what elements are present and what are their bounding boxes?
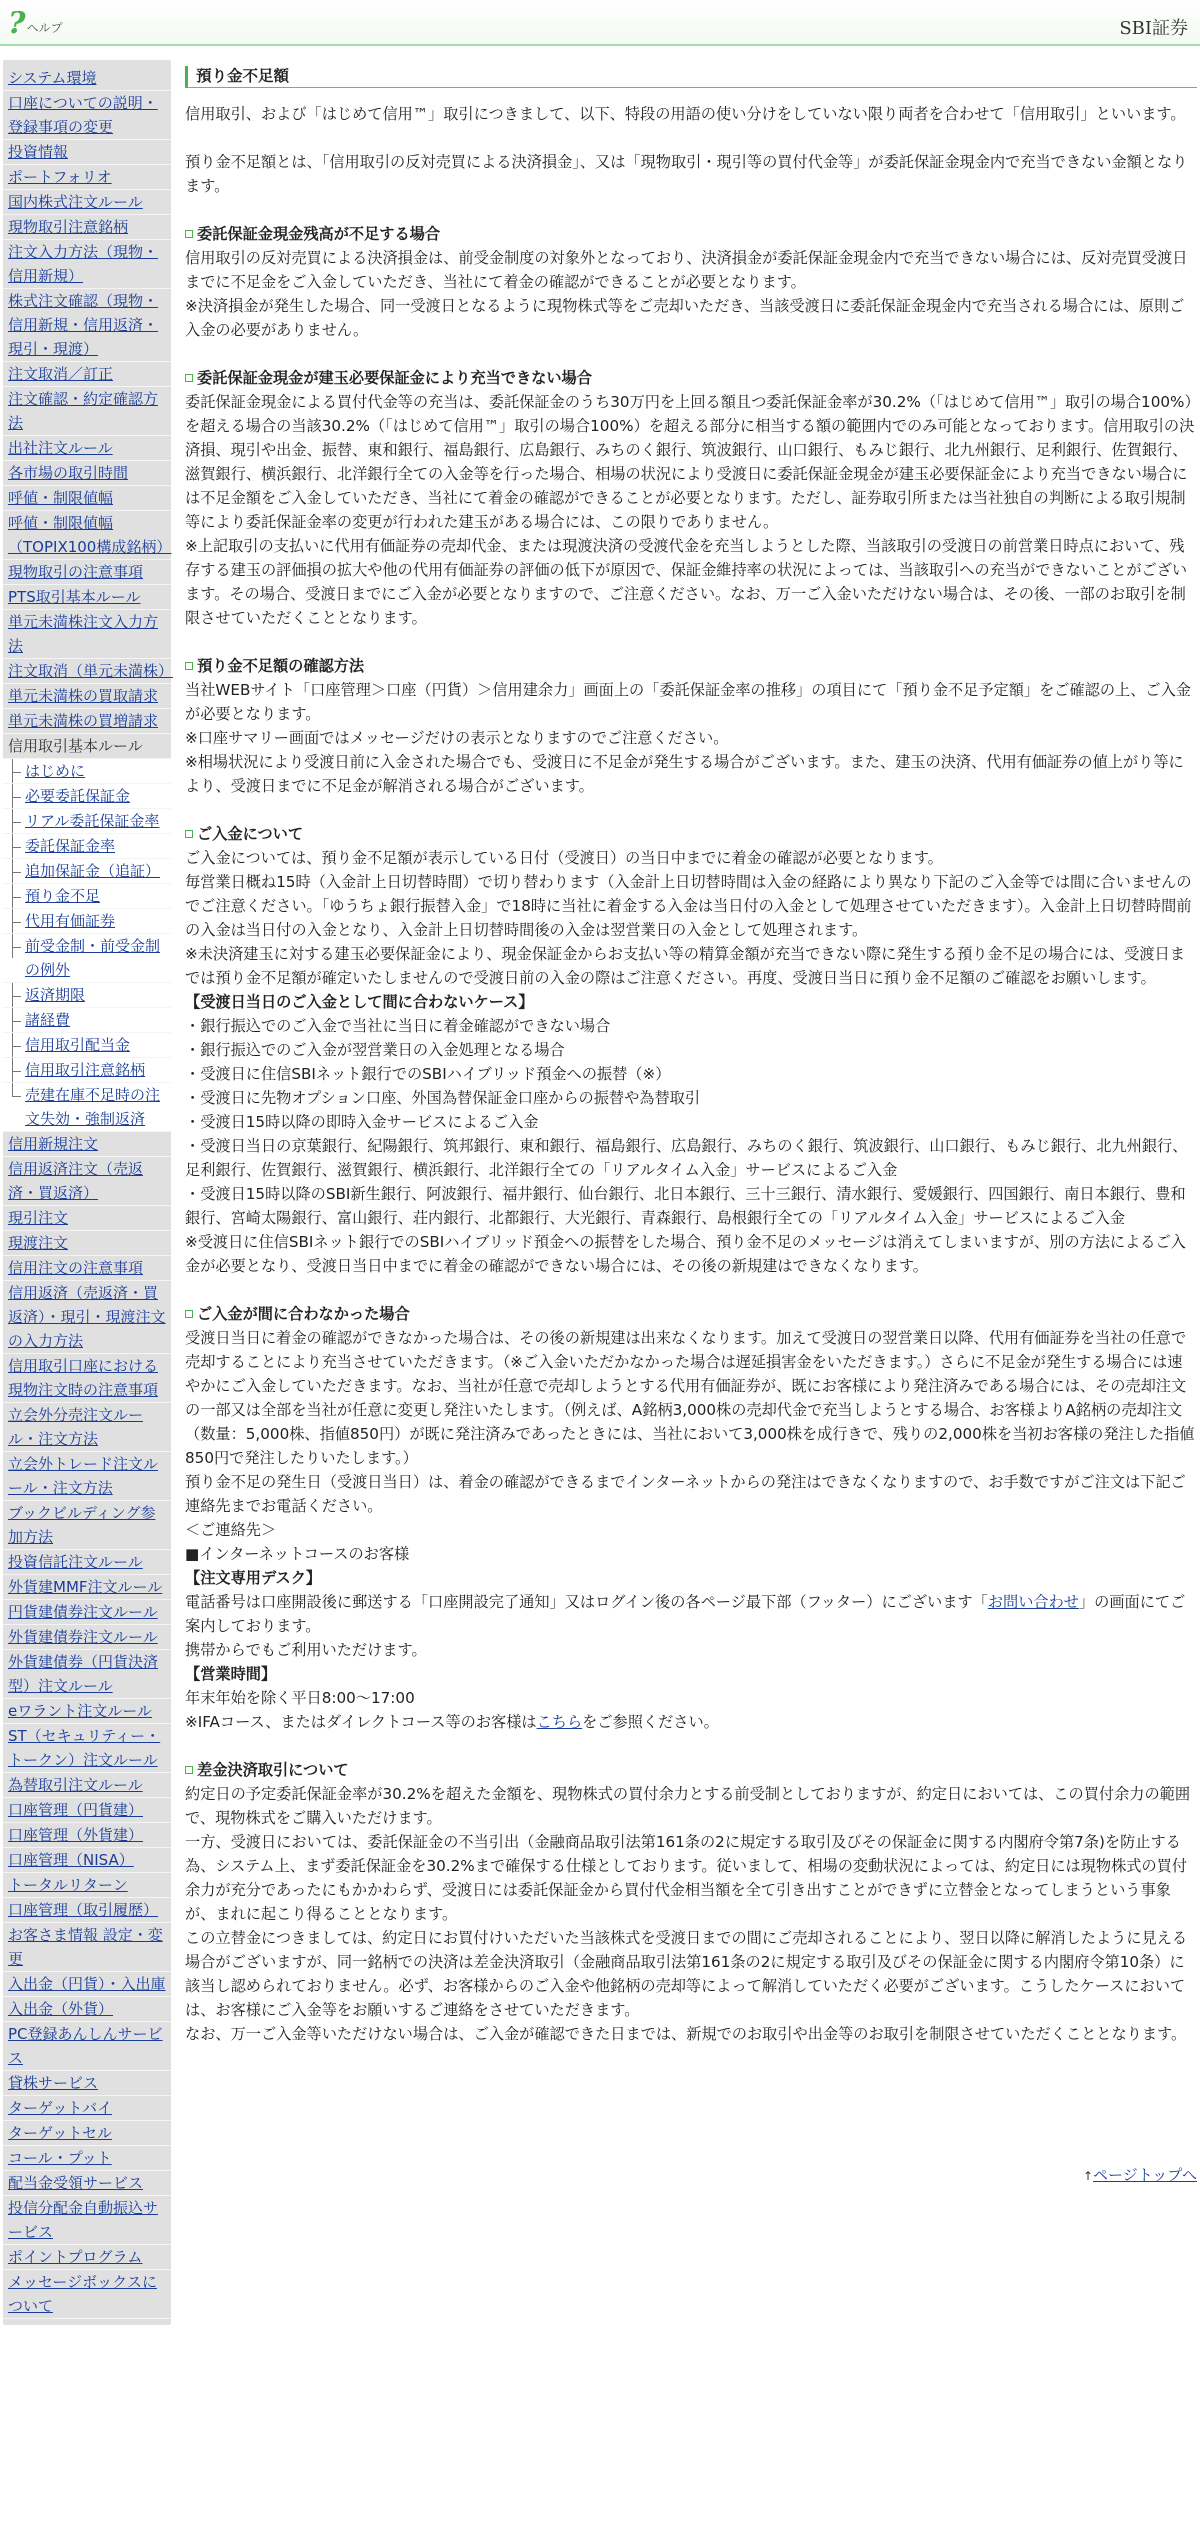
sidebar-item[interactable]: 呼値・制限値幅 (3, 486, 171, 511)
section-check-method (185, 654, 1197, 798)
section-text: ご入金については、預り金不足額が表示している日付（受渡日）の当日中までに着金の確認が必要となります。 (185, 849, 943, 867)
sidebar-item[interactable]: 現物取引の注意事項 (3, 560, 171, 585)
intro-paragraph: 信用取引、および「はじめて信用™」取引につきまして、以下、特段の用語の使い分けをしていない限り両者を合わせて「信用取引」といいます。 (185, 105, 1186, 123)
sidebar-item[interactable]: 貸株サービス (3, 2071, 171, 2096)
section-note: ※受渡日に住信SBIネット銀行でのSBIハイブリッド預金への振替をした場合、預り金不足のメッセージは消えてしまいますが、別の方法によるご入金が必要となり、受渡日当日中までに着金の確認ができない場合には、その後の新規建はできなくなります。 (185, 1233, 1186, 1275)
sidebar-item[interactable]: ブックビルディング参加方法 (3, 1501, 171, 1550)
sidebar-item[interactable]: PTS取引基本ルール (3, 585, 171, 610)
case-item: ・受渡日当日の京葉銀行、紀陽銀行、筑邦銀行、東和銀行、福島銀行、広島銀行、みちのく銀行、筑波銀行、山口銀行、もみじ銀行、北九州銀行、足利銀行、佐賀銀行、滋賀銀行、横浜銀行、北洋銀行全ての「リアルタイム入金」サービスによるご入金 (185, 1137, 1188, 1179)
sidebar-item[interactable]: ST（セキュリティー・トークン）注文ルール (3, 1724, 171, 1773)
hours-text: 年末年始を除く平日8:00～17:00 (185, 1689, 415, 1707)
sidebar-subitem[interactable]: 信用取引配当金 (3, 1033, 171, 1058)
sidebar-item[interactable]: 株式注文確認（現物・信用新規・信用返済・現引・現渡） (3, 289, 171, 362)
desk-text: 電話番号は口座開設後に郵送する「口座開設完了通知」又はログイン後の各ページ最下部（フッター）にございます「お問い合わせ」の画面にてご案内しております。 (185, 1593, 1186, 1635)
case-item: ・受渡日15時以降のSBI新生銀行、阿波銀行、福井銀行、仙台銀行、北日本銀行、三十三銀行、清水銀行、愛媛銀行、四国銀行、南日本銀行、豊和銀行、宮崎太陽銀行、富山銀行、荘内銀行、北都銀行、大光銀行、青森銀行、島根銀行全ての「リアルタイム入金」サービスによるご入金 (185, 1185, 1186, 1227)
sidebar-item-current: 信用取引基本ルール (3, 734, 171, 759)
section-text: 受渡日当日に着金の確認ができなかった場合は、その後の新規建は出来なくなります。加えて受渡日の翌営業日以降、代用有価証券を当社の任意で売却することにより充当させていただきます。（※ご入金いただかなかった場合は遅延損害金をいただきます。）さらに不足金が発生する場合には速やかにご入金していただきます。なお、当社が任意で売却しようとする代用有価証券が、既にお客様により発注済みである場合には、その売却注文の一部又は全部を当社が任意に変更し発注いたします。（例えば、A銘柄3,000株の売却代金で充当しようとする場合、お客様よりA銘柄の売却注文（数量：5,000株、指値850円）が既に発注済みであったときには、当社において3,000株を成行きで、残りの2,000株を当初お客様の発注した指値850円で発注したりいたします。） (185, 1329, 1195, 1467)
case-heading: 【受渡日当日のご入金として間に合わないケース】 (185, 993, 534, 1011)
sidebar-item[interactable]: コール・プット (3, 2146, 171, 2171)
section-text: 約定日の予定委託保証金率が30.2%を超えた金額を、現物株式の買付余力とする前受制としておりますが、約定日においては、この買付余力の範囲で、現物株式をご購入いただけます。 (185, 1785, 1191, 1827)
sidebar-item[interactable]: 信用返済注文（売返済・買返済） (3, 1157, 171, 1206)
sidebar-item[interactable]: ターゲットバイ (3, 2096, 171, 2121)
sidebar-item[interactable]: システム環境 (3, 66, 171, 91)
sidebar-item[interactable]: 立会外トレード注文ルール・注文方法 (3, 1452, 171, 1501)
sidebar-item[interactable]: 投信分配金自動振込サービス (3, 2196, 171, 2245)
section-title: 預り金不足額の確認方法 (197, 657, 365, 675)
sidebar-item[interactable]: 単元未満株の買取請求 (3, 684, 171, 709)
section-text: 当社WEBサイト「口座管理＞口座（円貨）＞信用建余力」画面上の「委託保証金率の推移」の項目にて「預り金不足予定額」をご確認の上、ご入金が必要となります。 (185, 681, 1191, 723)
help-header (0, 0, 1200, 46)
sidebar-item[interactable]: トータルリターン (3, 1873, 171, 1898)
sidebar-item[interactable]: ポイントプログラム (3, 2245, 171, 2270)
section-deposit (185, 822, 1197, 1278)
section-text: ※上記取引の支払いに代用有価証券の売却代金、または現渡決済の受渡代金を充当しようとした際、当該取引の受渡日の前営業日時点において、残存する建玉の評価損の拡大や他の代用有価証券の評価の低下が原因で、保証金維持率の状況によっては、当該取引への充当ができないことがございます。その場合、受渡日までにご入金が必要となりますので、ご注意ください。なお、万一ご入金いただけない場合は、その後、一部のお取引を制限させていただくこととなります。 (185, 537, 1188, 627)
contact-label: ＜ご連絡先＞ (185, 1521, 277, 1539)
section-text: 預り金不足の発生日（受渡日当日）は、着金の確認ができるまでインターネットからの発注はできなくなりますので、お手数ですがご注文は下記ご連絡先までお電話ください。 (185, 1473, 1186, 1515)
sidebar-subitem[interactable]: 代用有価証券 (3, 909, 171, 934)
sidebar-item[interactable]: ポートフォリオ (3, 165, 171, 190)
case-item: ・受渡日に住信SBIネット銀行でのSBIハイブリッド預金への振替（※） (185, 1065, 671, 1083)
sidebar-item[interactable]: 信用返済（売返済・買返済）・現引・現渡注文の入力方法 (3, 1281, 171, 1354)
sidebar-subitem[interactable]: 信用取引注意銘柄 (3, 1058, 171, 1083)
sidebar-item[interactable]: 外貨建MMF注文ルール (3, 1575, 171, 1600)
page-top-label[interactable]: ページトップへ (1093, 2166, 1197, 2184)
bullet-square-icon (185, 830, 193, 838)
sidebar-subitem[interactable]: 諸経費 (3, 1008, 171, 1033)
intro-paragraph: 預り金不足額とは、「信用取引の反対売買による決済損金」、又は「現物取引・現引等の買付代金等」が委託保証金現金内で充当できない金額となります。 (185, 153, 1188, 195)
case-item: ・受渡日に先物オプション口座、外国為替保証金口座からの振替や為替取引 (185, 1089, 701, 1107)
sidebar-item[interactable]: 投資情報 (3, 140, 171, 165)
sidebar-subitem[interactable]: リアル委託保証金率 (3, 809, 171, 834)
section-net-settlement (185, 1758, 1197, 2046)
sidebar-item[interactable]: 単元未満株の買増請求 (3, 709, 171, 734)
bullet-square-icon (185, 1310, 193, 1318)
help-question-icon: ? (8, 6, 26, 41)
section-text: ※口座サマリー画面ではメッセージだけの表示となりますのでご注意ください。 (185, 729, 729, 747)
sidebar-item[interactable]: 信用新規注文 (3, 1132, 171, 1157)
case-item: ・銀行振込でのご入金が翌営業日の入金処理となる場合 (185, 1041, 565, 1059)
sidebar-item[interactable]: 立会外分売注文ルール・注文方法 (3, 1403, 171, 1452)
main-content (185, 66, 1197, 2070)
section-text: なお、万一ご入金等いただけない場合は、ご入金が確認できた日までは、新規でのお取引や出金等のお取引を制限させていただくこととなります。 (185, 2025, 1187, 2043)
case-item: ・銀行振込でのご入金で当社に当日に着金確認ができない場合 (185, 1017, 611, 1035)
sidebar-item[interactable]: 現物取引注意銘柄 (3, 215, 171, 240)
sidebar-subitem[interactable]: 必要委託保証金 (3, 784, 171, 809)
sidebar-subitem[interactable]: はじめに (3, 759, 171, 784)
section-text: この立替金につきましては、約定日にお買付けいただいた当該株式を受渡日までの間にご売却されることにより、翌日以降に解消したように見える場合がございますが、同一銘柄での決済は差金決済取引（金融商品取引法第161条の2に規定する取引及びその保証金に関する内閣府令第10条）に該当し認められておりません。必ず、お客様からのご入金や他銘柄の売却等によって解消していただく必要がございます。こうしたケースにおいては、お客様にご入金等をお願いするご連絡をさせていただきます。 (185, 1929, 1188, 2019)
sidebar-item[interactable]: 注文取消（単元未満株） (3, 659, 171, 684)
sidebar-item[interactable]: eワラント注文ルール (3, 1699, 171, 1724)
desk-title: 【注文専用デスク】 (185, 1569, 322, 1587)
section-text: 毎営業日概ね15時（入金計上日切替時間）で切り替わります（入金計上日切替時間は入金の経路により異なり下記のご入金等では間に合いませんのでご注意ください。「ゆうちょ銀行振替入金」で18時に当社に着金する入金は当日付の入金として処理させていただきます）。入金計上日切替時間前の入金は当日付の入金となり、入金計上日切替時間後の入金は翌営業日の入金として処理されます。 (185, 873, 1192, 939)
sidebar-item[interactable]: 出社注文ルール (3, 436, 171, 461)
sidebar-nav (3, 60, 174, 2325)
sidebar-item[interactable]: お客さま情報 設定・変更 (3, 1923, 171, 1972)
bullet-square-icon (185, 662, 193, 670)
section-late-deposit (185, 1302, 1197, 1734)
section-title: 委託保証金現金残高が不足する場合 (197, 225, 440, 243)
hours-title: 【営業時間】 (185, 1665, 277, 1683)
ifa-note: ※IFAコース、またはダイレクトコース等のお客様はこちらをご参照ください。 (185, 1713, 719, 1731)
sidebar-item[interactable]: 口座管理（NISA） (3, 1848, 171, 1873)
sidebar-item[interactable]: 信用注文の注意事項 (3, 1256, 171, 1281)
section-text: 委託保証金現金による買付代金等の充当は、委託保証金のうち30万円を上回る額且つ委託保証金率が30.2%（「はじめて信用™」取引の場合100%）を超える場合の当該30.2%（「はじめて信用™」取引の場合100%）を超える部分に相当する額の範囲内でのみ可能となっております。信用取引の決済損、現引や出金、振替、東和銀行、福島銀行、広島銀行、みちのく銀行、筑波銀行、山口銀行、もみじ銀行、北九州銀行、足利銀行、佐賀銀行、滋賀銀行、横浜銀行、北洋銀行全ての入金等を行った場合、相場の状況により受渡日に委託保証金現金が建玉必要保証金により充当できない場合には不足金額をご入金していただき、当社にて着金の確認ができることが必要となります。ただし、証券取引所または当社独自の判断による取引規制等により委託保証金率の変更が行われた建玉がある場合には、この限りでありません。 (185, 393, 1195, 531)
mobile-note: 携帯からでもご利用いただけます。 (185, 1641, 427, 1659)
sidebar-item[interactable]: 入出金（外貨） (3, 1997, 171, 2022)
sidebar-item[interactable]: 単元未満株注文入力方法 (3, 610, 171, 659)
sidebar-item[interactable]: 各市場の取引時間 (3, 461, 171, 486)
sidebar-subitem[interactable]: 返済期限 (3, 983, 171, 1008)
sidebar-item[interactable]: 口座管理（取引履歴） (3, 1898, 171, 1923)
section-margin-shortfall (185, 366, 1197, 630)
sidebar-item[interactable]: 現引注文 (3, 1206, 171, 1231)
sidebar-item[interactable]: 外貨建債券注文ルール (3, 1625, 171, 1650)
sidebar-item[interactable]: 信用取引口座における現物注文時の注意事項 (3, 1354, 171, 1403)
sidebar-item[interactable]: 注文入力方法（現物・信用新規） (3, 240, 171, 289)
section-text: 信用取引の反対売買による決済損金は、前受金制度の対象外となっており、決済損金が委託保証金現金内で充当できない場合には、反対売買受渡日までに不足金をご入金していただき、当社にて着金の確認ができることが必要となります。 (185, 249, 1188, 291)
sidebar-item[interactable]: PC登録あんしんサービス (3, 2022, 171, 2071)
sidebar-item[interactable]: 国内株式注文ルール (3, 190, 171, 215)
sidebar-item[interactable]: 円貨建債券注文ルール (3, 1600, 171, 1625)
bullet-square-icon (185, 230, 193, 238)
sidebar-subitem[interactable]: 追加保証金（追証） (3, 859, 171, 884)
contact-link[interactable]: お問い合わせ (987, 1593, 1079, 1611)
sidebar-item[interactable]: 口座についての説明・登録事項の変更 (3, 91, 171, 140)
sidebar-subitem[interactable]: 委託保証金率 (3, 834, 171, 859)
sidebar-subitem[interactable]: 前受金制・前受金制の例外 (3, 934, 171, 983)
sidebar-item[interactable]: 現渡注文 (3, 1231, 171, 1256)
sidebar-subitem[interactable]: 預り金不足 (3, 884, 171, 909)
sidebar-item[interactable]: メッセージボックスについて (3, 2270, 171, 2319)
sidebar-item[interactable]: 配当金受領サービス (3, 2171, 171, 2196)
sidebar-item[interactable]: 呼値・制限値幅（TOPIX100構成銘柄） (3, 511, 171, 560)
sidebar-item[interactable]: 口座管理（円貨建） (3, 1798, 171, 1823)
help-label: ヘルプ (26, 21, 63, 35)
bullet-square-icon (185, 374, 193, 382)
sidebar-subitem[interactable]: 売建在庫不足時の注文失効・強制返済 (3, 1083, 171, 1132)
help-logo[interactable] (8, 6, 63, 41)
sidebar-item[interactable]: 外貨建債券（円貨決済型）注文ルール (3, 1650, 171, 1699)
sidebar-item[interactable]: 注文取消／訂正 (3, 362, 171, 387)
sidebar-item[interactable]: 投資信託注文ルール (3, 1550, 171, 1575)
section-text: ※相場状況により受渡日前に入金された場合でも、受渡日に不足金が発生する場合がございます。また、建玉の決済、代用有価証券の値上がり等により、受渡日までに不足金が解消される場合がございます。 (185, 753, 1184, 795)
sidebar-item[interactable]: 為替取引注文ルール (3, 1773, 171, 1798)
section-title: ご入金について (197, 825, 304, 843)
sidebar-item[interactable]: ターゲットセル (3, 2121, 171, 2146)
case-item: ・受渡日15時以降の即時入金サービスによるご入金 (185, 1113, 539, 1131)
page-title: 預り金不足額 (185, 66, 1197, 88)
section-text: 一方、受渡日においては、委託保証金の不当引出（金融商品取引法第161条の2に規定する取引及びその保証金に関する内閣府令第7条)を防止する為、システム上、まず委託保証金を30.2%まで確保する仕様としております。従いまして、相場の変動状況によっては、約定日には現物株式の買付余力が充分であったにもかかわらず、受渡日には委託保証金から買付代金相当額を全て引き出すことができずに立替金となってしまうという事象が、まれに起こり得ることとなります。 (185, 1833, 1188, 1923)
ifa-link[interactable]: こちら (536, 1713, 583, 1731)
arrow-up-icon: ↑ (1082, 2169, 1094, 2183)
course-label: ■インターネットコースのお客様 (185, 1545, 410, 1563)
section-text: ※決済損金が発生した場合、同一受渡日となるように現物株式等をご売却いただき、当該受渡日に委託保証金現金内で充当される場合には、原則ご入金の必要がありません。 (185, 297, 1185, 339)
sidebar-item[interactable]: 入出金（円貨）・入出庫 (3, 1972, 171, 1997)
section-title: ご入金が間に合わなかった場合 (197, 1305, 410, 1323)
section-insufficient-cash (185, 222, 1197, 342)
section-title: 委託保証金現金が建玉必要保証金により充当できない場合 (197, 369, 592, 387)
sidebar-item[interactable]: 注文確認・約定確認方法 (3, 387, 171, 436)
page-top-link[interactable] (1032, 2164, 1197, 2185)
section-title: 差金決済取引について (197, 1761, 349, 1779)
sidebar-item[interactable]: 口座管理（外貨建） (3, 1823, 171, 1848)
brand-logo: SBI証券 (1119, 18, 1188, 39)
section-text: ※未決済建玉に対する建玉必要保証金により、現金保証金からお支払い等の精算金額が充当できない際に発生する預り金不足の場合には、受渡日までは預り金不足額が確定いたしませんので受渡日前の入金の際はご注意ください。再度、受渡日当日に預り金不足額のご確認をお願いします。 (185, 945, 1185, 987)
bullet-square-icon (185, 1766, 193, 1774)
